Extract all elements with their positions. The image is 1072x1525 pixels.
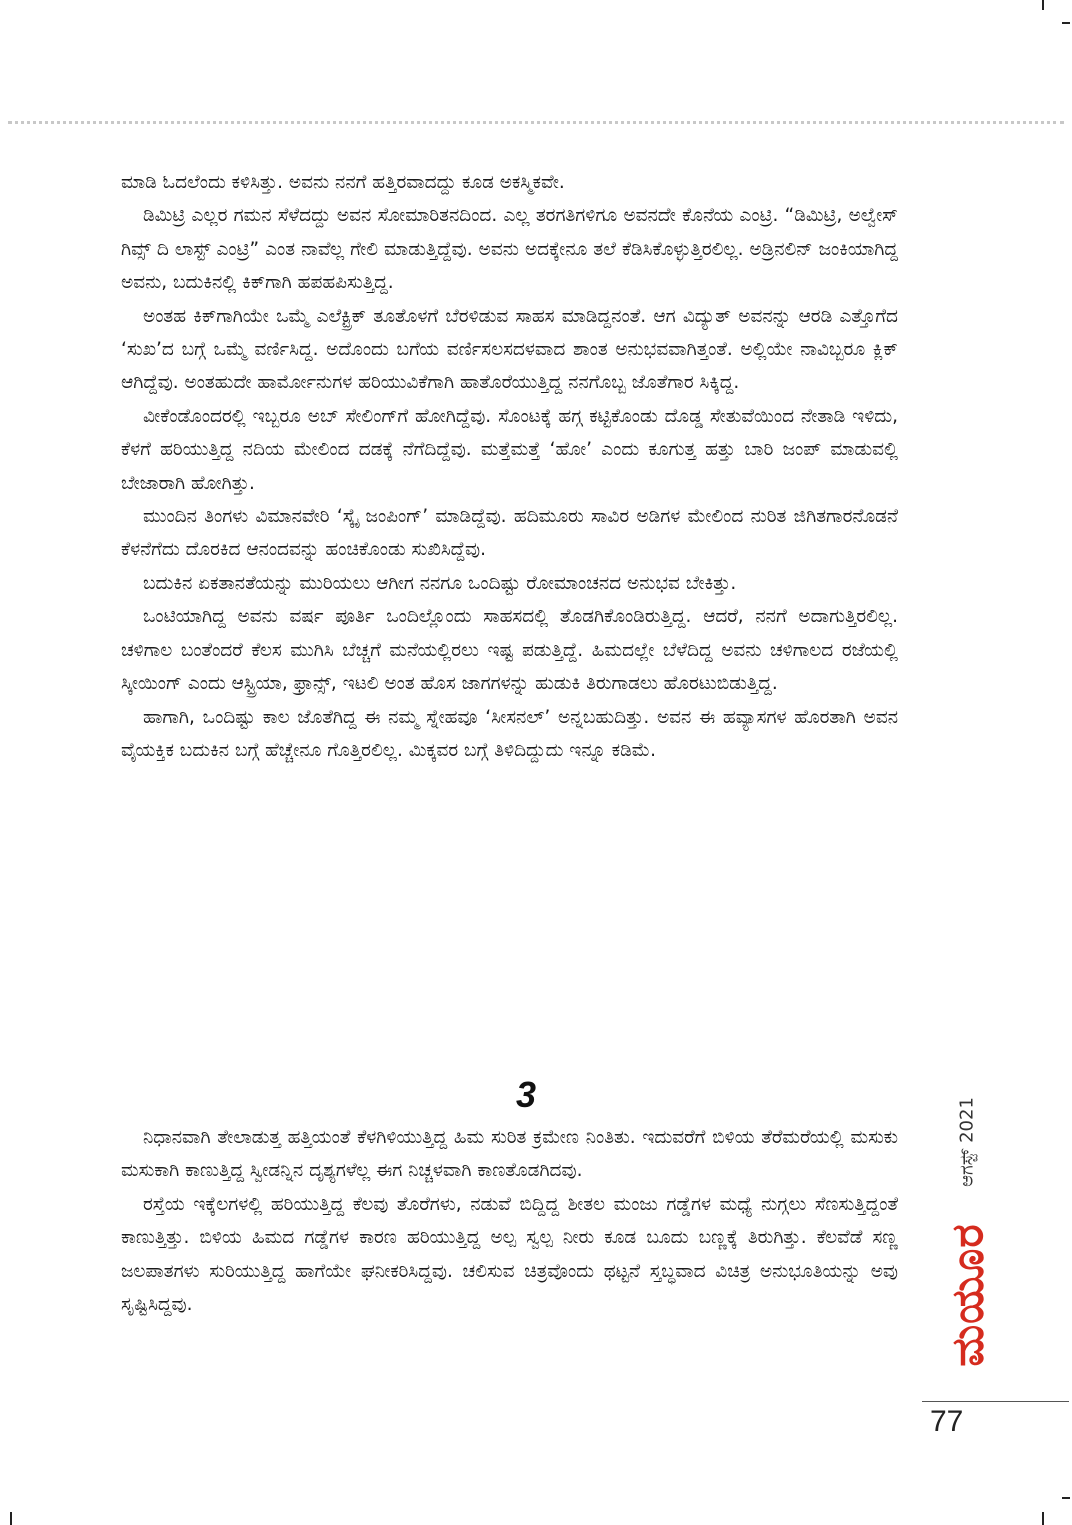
crop-mark-bottom-left [10,1512,12,1525]
article-body-part-2 [121,1121,898,1321]
paragraph: ಮುಂದಿನ ತಿಂಗಳು ವಿಮಾನವೇರಿ ‘ಸ್ಕೈ ಜಂಪಿಂಗ್’ ಮಾಡಿದ್ದೆವು. ಹದಿಮೂರು ಸಾವಿರ ಅಡಿಗಳ ಮೇಲಿಂದ ನುರಿತ ಜಿಗಿತಗಾರನೊಡನೆ ಕೆಳನೆಗೆದು ದೊರಕಿದ ಆನಂದವನ್ನು ಹಂಚಿಕೊಂಡು ಸುಖಿಸಿದ್ದೆವು. [121,506,898,561]
crop-mark-bottom-right [1042,1512,1044,1525]
header-dotted-rule [8,121,1064,124]
paragraph: ಹಾಗಾಗಿ, ಒಂದಿಷ್ಟು ಕಾಲ ಜೊತೆಗಿದ್ದ ಈ ನಮ್ಮ ಸ್ನೇಹವೂ ‘ಸೀಸನಲ್’ ಅನ್ನಬಹುದಿತ್ತು. ಅವನ ಈ ಹವ್ಯಾಸಗಳ ಹೊರತಾಗಿ ಅವನ ವೈಯಕ್ತಿಕ ಬದುಕಿನ ಬಗ್ಗೆ ಹೆಚ್ಚೇನೂ ಗೊತ್ತಿರಲಿಲ್ಲ. ಮಿಕ್ಕವರ ಬಗ್ಗೆ ತಿಳಿದಿದ್ದುದು ಇನ್ನೂ ಕಡಿಮೆ. [121,706,898,761]
paragraph: ನಿಧಾನವಾಗಿ ತೇಲಾಡುತ್ತ ಹತ್ತಿಯಂತೆ ಕೆಳಗಿಳಿಯುತ್ತಿದ್ದ ಹಿಮ ಸುರಿತ ಕ್ರಮೇಣ ನಿಂತಿತು. ಇದುವರೆಗೆ ಬಿಳಿಯ ತೆರೆಮರೆಯಲ್ಲಿ ಮಸುಕು ಮಸುಕಾಗಿ ಕಾಣುತ್ತಿದ್ದ ಸ್ವೀಡನ್ನಿನ ದೃಶ್ಯಗಳೆಲ್ಲ ಈಗ ನಿಚ್ಚಳವಾಗಿ ಕಾಣತೊಡಗಿದವು. [121,1127,898,1182]
crop-mark-right-lower [1062,1497,1070,1499]
magazine-logo-text: ಮಯೂರ [942,1223,994,1367]
article-body-part-1 [121,166,898,767]
paragraph: ವೀಕೆಂಡೊಂದರಲ್ಲಿ ಇಬ್ಬರೂ ಅಬ್ ಸೇಲಿಂಗ್‌ಗೆ ಹೋಗಿದ್ದೆವು. ಸೊಂಟಕ್ಕೆ ಹಗ್ಗ ಕಟ್ಟಿಕೊಂಡು ದೊಡ್ಡ ಸೇತುವೆಯಿಂದ ನೇತಾಡಿ ಇಳಿದು, ಕೆಳಗೆ ಹರಿಯುತ್ತಿದ್ದ ನದಿಯ ಮೇಲಿಂದ ದಡಕ್ಕೆ ನೆಗೆದಿದ್ದೆವು. ಮತ್ತೆಮತ್ತೆ ‘ಹೋ’ ಎಂದು ಕೂಗುತ್ತ ಹತ್ತು ಬಾರಿ ಜಂಪ್ ಮಾಡುವಲ್ಲಿ ಬೇಜಾರಾಗಿ ಹೋಗಿತ್ತು. [121,405,898,494]
crop-mark-right-upper [1062,22,1070,24]
magazine-logo [918,1200,1018,1390]
crop-mark-top-right [1042,0,1044,10]
section-number: 3 [515,1074,537,1115]
page-number: 77 [930,1405,964,1438]
issue-date [937,1092,997,1192]
paragraph: ರಸ್ತೆಯ ಇಕ್ಕೆಲಗಳಲ್ಲಿ ಹರಿಯುತ್ತಿದ್ದ ಕೆಲವು ತೊರೆಗಳು, ನಡುವೆ ಬಿದ್ದಿದ್ದ ಶೀತಲ ಮಂಜು ಗಡ್ಡೆಗಳ ಮಧ್ಯೆ ನುಗ್ಗಲು ಸೆಣಸುತ್ತಿದ್ದಂತೆ ಕಾಣುತ್ತಿತ್ತು. ಬಿಳಿಯ ಹಿಮದ ಗಡ್ಡೆಗಳ ಕಾರಣ ಹರಿಯುತ್ತಿದ್ದ ಅಲ್ಪ ಸ್ವಲ್ಪ ನೀರು ಕೂಡ ಬೂದು ಬಣ್ಣಕ್ಕೆ ತಿರುಗಿತ್ತು. ಕೆಲವೆಡೆ ಸಣ್ಣ ಜಲಪಾತಗಳು ಸುರಿಯುತ್ತಿದ್ದ ಹಾಗೆಯೇ ಘನೀಕರಿಸಿದ್ದವು. ಚಲಿಸುವ ಚಿತ್ರವೊಂದು ಥಟ್ಟನೆ ಸ್ತಬ್ಧವಾದ ವಿಚಿತ್ರ ಅನುಭೂತಿಯನ್ನು ಅವು ಸೃಷ್ಟಿಸಿದ್ದವು. [121,1193,898,1316]
paragraph: ಅಂತಹ ಕಿಕ್‌ಗಾಗಿಯೇ ಒಮ್ಮೆ ಎಲೆಕ್ಟ್ರಿಕ್ ತೂತೊಳಗೆ ಬೆರಳಿಡುವ ಸಾಹಸ ಮಾಡಿದ್ದನಂತೆ. ಆಗ ವಿದ್ಯುತ್ ಅವನನ್ನು ಆರಡಿ ಎತ್ತೊಗೆದ ‘ಸುಖ’ದ ಬಗ್ಗೆ ಒಮ್ಮೆ ವರ್ಣಿಸಿದ್ದ. ಅದೊಂದು ಬಗೆಯ ವರ್ಣಿಸಲಸದಳವಾದ ಶಾಂತ ಅನುಭವವಾಗಿತ್ತಂತೆ. ಅಲ್ಲಿಯೇ ನಾವಿಬ್ಬರೂ ಕ್ಲಿಕ್ ಆಗಿದ್ದೆವು. ಅಂತಹುದೇ ಹಾರ್ಮೋನುಗಳ ಹರಿಯುವಿಕೆಗಾಗಿ ಹಾತೊರೆಯುತ್ತಿದ್ದ ನನಗೊಬ್ಬ ಜೊತೆಗಾರ ಸಿಕ್ಕಿದ್ದ. [121,305,898,394]
issue-date-text: ಆಗಸ್ಟ್ 2021 [956,1097,978,1187]
paragraph: ಒಂಟಿಯಾಗಿದ್ದ ಅವನು ವರ್ಷ ಪೂರ್ತಿ ಒಂದಿಲ್ಲೊಂದು ಸಾಹಸದಲ್ಲಿ ತೊಡಗಿಕೊಂಡಿರುತ್ತಿದ್ದ. ಆದರೆ, ನನಗೆ ಅದಾಗುತ್ತಿರಲಿಲ್ಲ. ಚಳಿಗಾಲ ಬಂತೆಂದರೆ ಕೆಲಸ ಮುಗಿಸಿ ಬೆಚ್ಚಗೆ ಮನೆಯಲ್ಲಿರಲು ಇಷ್ಟ ಪಡುತ್ತಿದ್ದೆ. ಹಿಮದಲ್ಲೇ ಬೆಳೆದಿದ್ದ ಅವನು ಚಳಿಗಾಲದ ರಜೆಯಲ್ಲಿ ಸ್ಕೀಯಿಂಗ್ ಎಂದು ಆಸ್ಟ್ರಿಯಾ, ಫ್ರಾನ್ಸ್, ಇಟಲಿ ಅಂತ ಹೊಸ ಜಾಗಗಳನ್ನು ಹುಡುಕಿ ತಿರುಗಾಡಲು ಹೊರಟುಬಿಡುತ್ತಿದ್ದ. [121,606,898,695]
paragraph: ಮಾಡಿ ಓದಲೆಂದು ಕಳಿಸಿತ್ತು. ಅವನು ನನಗೆ ಹತ್ತಿರವಾದದ್ದು ಕೂಡ ಅಕಸ್ಮಿಕವೇ. [121,172,565,193]
footer-rule [922,1401,1069,1402]
paragraph: ಡಿಮಿಟ್ರಿ ಎಲ್ಲರ ಗಮನ ಸೆಳೆದದ್ದು ಅವನ ಸೋಮಾರಿತನದಿಂದ. ಎಲ್ಲ ತರಗತಿಗಳಿಗೂ ಅವನದೇ ಕೊನೆಯ ಎಂಟ್ರಿ. “ಡಿಮಿಟ್ರಿ, ಅಲ್ವೇಸ್ ಗಿವ್ಸ್ ದಿ ಲಾಸ್ಟ್ ಎಂಟ್ರಿ” ಎಂತ ನಾವೆಲ್ಲ ಗೇಲಿ ಮಾಡುತ್ತಿದ್ದೆವು. ಅವನು ಅದಕ್ಕೇನೂ ತಲೆ ಕೆಡಿಸಿಕೊಳ್ಳುತ್ತಿರಲಿಲ್ಲ. ಅಡ್ರಿನಲಿನ್ ಜಂಕಿಯಾಗಿದ್ದ ಅವನು, ಬದುಕಿನಲ್ಲಿ ಕಿಕ್‌ಗಾಗಿ ಹಪಹಪಿಸುತ್ತಿದ್ದ. [121,205,898,294]
paragraph: ಬದುಕಿನ ಏಕತಾನತೆಯನ್ನು ಮುರಿಯಲು ಆಗೀಗ ನನಗೂ ಒಂದಿಷ್ಟು ರೋಮಾಂಚನದ ಅನುಭವ ಬೇಕಿತ್ತು. [143,572,737,594]
